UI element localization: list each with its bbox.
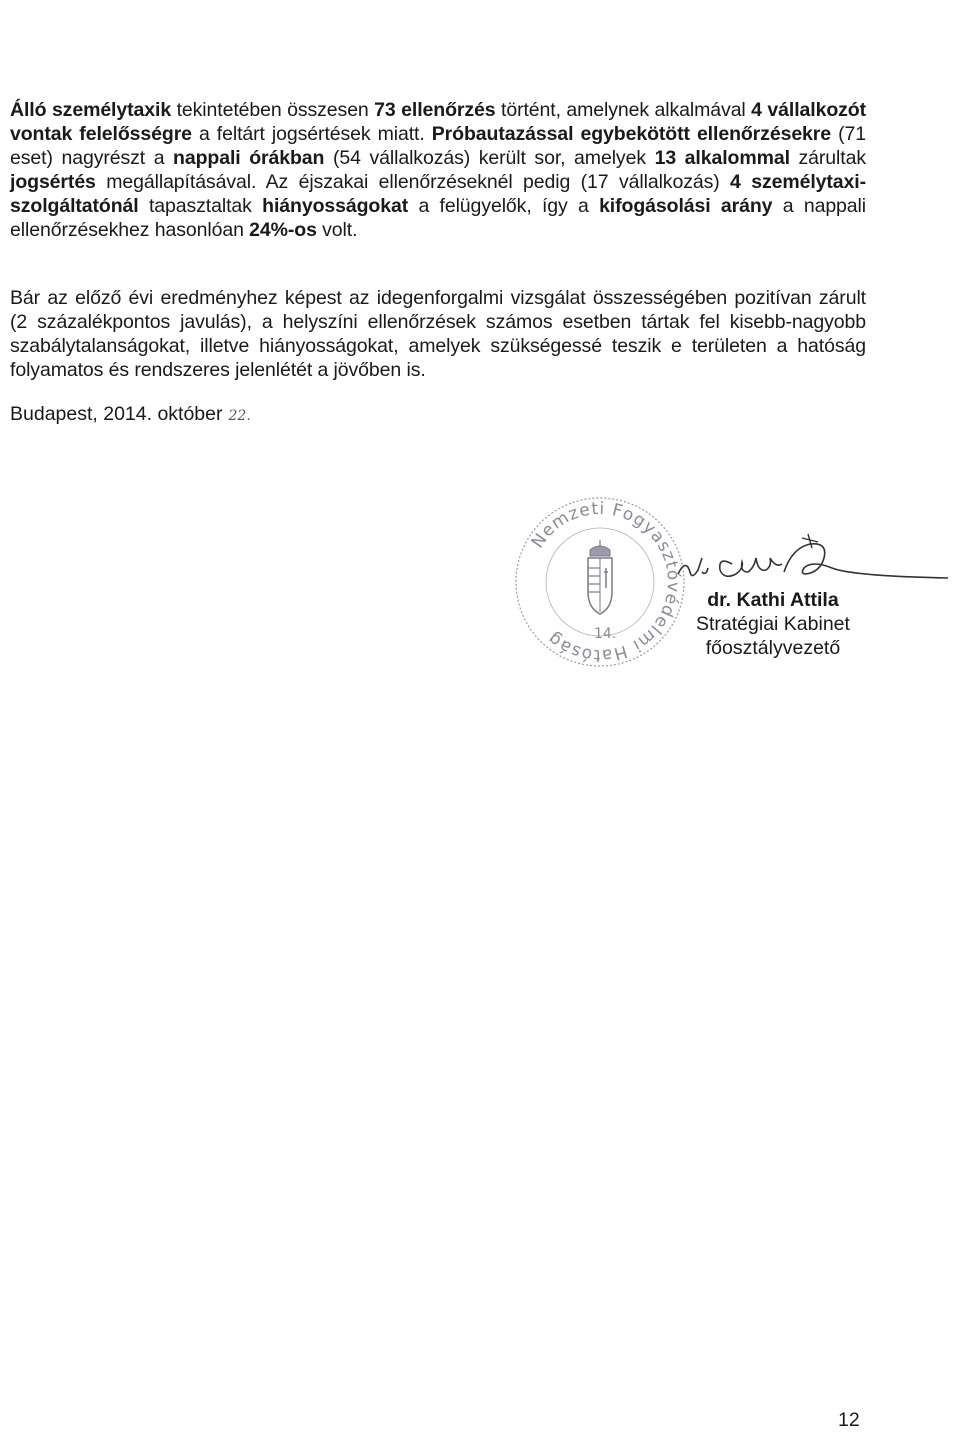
text-span: Álló [10, 99, 47, 121]
text-span: hiányosságokat [262, 195, 409, 217]
text-span: a feltárt jogsértések miatt. [191, 123, 432, 145]
text-span: jogsértés [10, 171, 96, 193]
text-span: Próbautazással egybekötött ellenőrzésekre [431, 123, 832, 145]
text-span: kifogásolási arány [599, 195, 773, 217]
stamp-text: Nemzeti Fogyasztóvédelmi Hatóság [527, 498, 684, 666]
signer-block [696, 588, 850, 660]
page-number: 12 [838, 1409, 860, 1431]
date-line [10, 402, 251, 428]
text-span: (71 eset) nagyrészt a [10, 123, 866, 169]
text-span: (54 vállalkozás) került sor, amelyek [324, 147, 655, 169]
paragraph-conclusion [10, 286, 866, 382]
signer-name: dr. Kathi Attila [707, 589, 839, 611]
text-span: 24%-os [249, 219, 317, 241]
text-span: 4 személytaxi-szolgáltatónál [10, 171, 866, 217]
coat-of-arms-icon [588, 540, 612, 614]
signer-title: főosztályvezető [705, 637, 841, 659]
text-span: tekintetében összesen [171, 99, 375, 121]
paragraph-taxi-inspections [10, 98, 866, 242]
text-span: zárultak [789, 147, 866, 169]
text-span: nappali órákban [173, 147, 325, 169]
text-span: a felügyelők, így a [408, 195, 600, 217]
signer-unit: Stratégiai Kabinet [696, 613, 850, 635]
text-span: tapasztaltak [138, 195, 263, 217]
text-span: történt, amelynek alkalmával [495, 99, 752, 121]
date-text: Budapest, 2014. október [10, 403, 223, 425]
text-span: személytaxik [51, 99, 172, 121]
text-span: 13 alkalommal [654, 147, 790, 169]
stamp-number: 14. [594, 626, 617, 642]
official-stamp [510, 492, 690, 672]
text-span: a nappali ellenőrzésekhez hasonlóan [10, 195, 867, 241]
text-span: megállapításával. Az éjszakai ellenőrzéseknél pedig (17 vállalkozás) [95, 171, 731, 193]
handwritten-day: 22. [228, 408, 251, 424]
text-span: 73 ellenőrzés [374, 99, 496, 121]
text-span: 4 vállalkozót vontak felelősségre [10, 99, 866, 145]
text-span: volt. [316, 219, 358, 241]
conclusion-text: Bár az előző évi eredményhez képest az idegenforgalmi vizsgálat összességében pozitívan zárult (2 százalékpontos javulás), a helyszíni ellenőrzések számos esetben tártak fel kisebb-nagyobb szabálytalanságokat, illetve hiányosságokat, amelyek szükségessé teszik e területen a hatóság folyamatos és rendszeres jelenlétét a jövőben is. [10, 287, 866, 381]
